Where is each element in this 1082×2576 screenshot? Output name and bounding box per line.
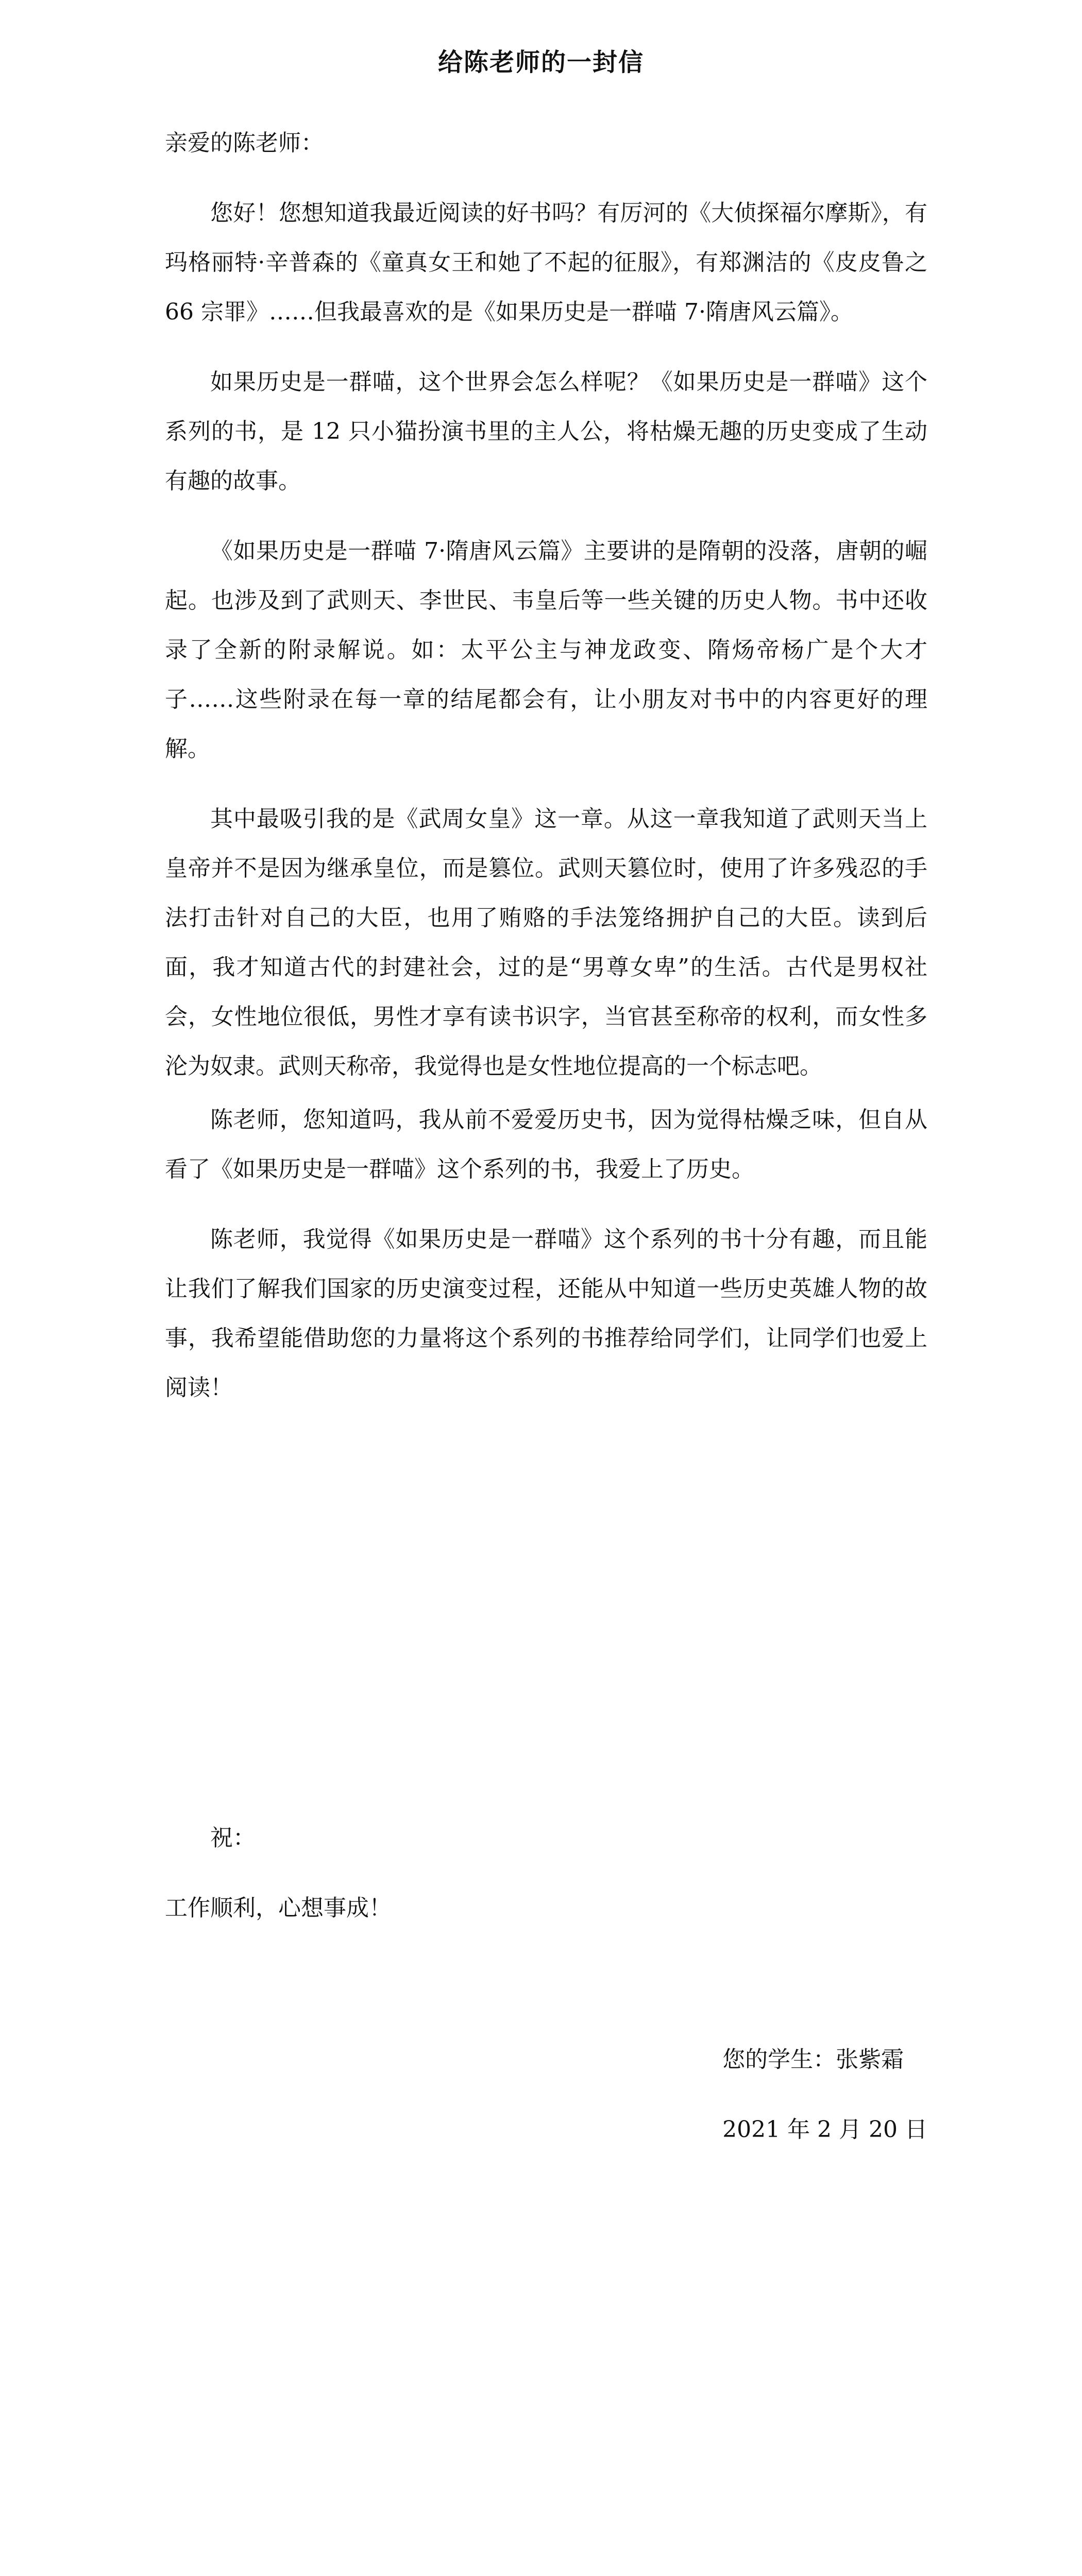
paragraph-5: 陈老师，您知道吗，我从前不爱爱历史书，因为觉得枯燥乏味，但自从看了《如果历史是一群喵》这个系列的书，我爱上了历史。 [165, 1107, 927, 1182]
paragraph-4: 其中最吸引我的是《武周女皇》这一章。从这一章我知道了武则天当上皇帝并不是因为继承皇位，而是篡位。武则天篡位时，使用了许多残忍的手法打击针对自己的大臣，也用了贿赂的手法笼络拥护自己的大臣。读到后面，我才知道古代的封建社会，过的是“男尊女卑”的生活。古代是男权社会，女性地位很低，男性才享有读书识字，当官甚至称帝的权利，而女性多沦为奴隶。武则天称帝，我觉得也是女性地位提高的一个标志吧。 [165, 806, 927, 1079]
signature-block [722, 2035, 927, 2155]
salutation: 亲爱的陈老师： [165, 130, 324, 156]
closing-block [165, 1814, 927, 1933]
letter-title: 给陈老师的一封信 [437, 48, 644, 77]
paragraph-3: 《如果历史是一群喵 7·隋唐风云篇》主要讲的是隋朝的没落，唐朝的崛起。也涉及到了武则天、李世民、韦皇后等一些关键的历史人物。书中还收录了全新的附录解说。如：太平公主与神龙政变、隋炀帝杨广是个大才子……这些附录在每一章的结尾都会有，让小朋友对书中的内容更好的理解。 [165, 538, 927, 762]
paragraph-6: 陈老师，我觉得《如果历史是一群喵》这个系列的书十分有趣，而且能让我们了解我们国家的历史演变过程，还能从中知道一些历史英雄人物的故事，我希望能借助您的力量将这个系列的书推荐给同学们，让同学们也爱上阅读！ [165, 1226, 927, 1401]
signature: 您的学生：张紫霜 [722, 2046, 904, 2073]
letter-body [165, 118, 927, 1413]
closing-wish: 祝： [210, 1825, 256, 1851]
paragraph-2: 如果历史是一群喵，这个世界会怎么样呢？《如果历史是一群喵》这个系列的书，是 12 只小猫扮演书里的主人公，将枯燥无趣的历史变成了生动有趣的故事。 [165, 369, 927, 494]
letter-date: 2021 年 2 月 20 日 [722, 2116, 927, 2143]
paragraph-1: 您好！您想知道我最近阅读的好书吗？有厉河的《大侦探福尔摩斯》，有玛格丽特·辛普森的《童真女王和她了不起的征服》，有郑渊洁的《皮皮鲁之 66 宗罪》……但我最喜欢的是《如果历史是一群喵 7·隋唐风云篇》。 [165, 200, 927, 325]
closing-blessing: 工作顺利，心想事成！ [165, 1895, 392, 1921]
